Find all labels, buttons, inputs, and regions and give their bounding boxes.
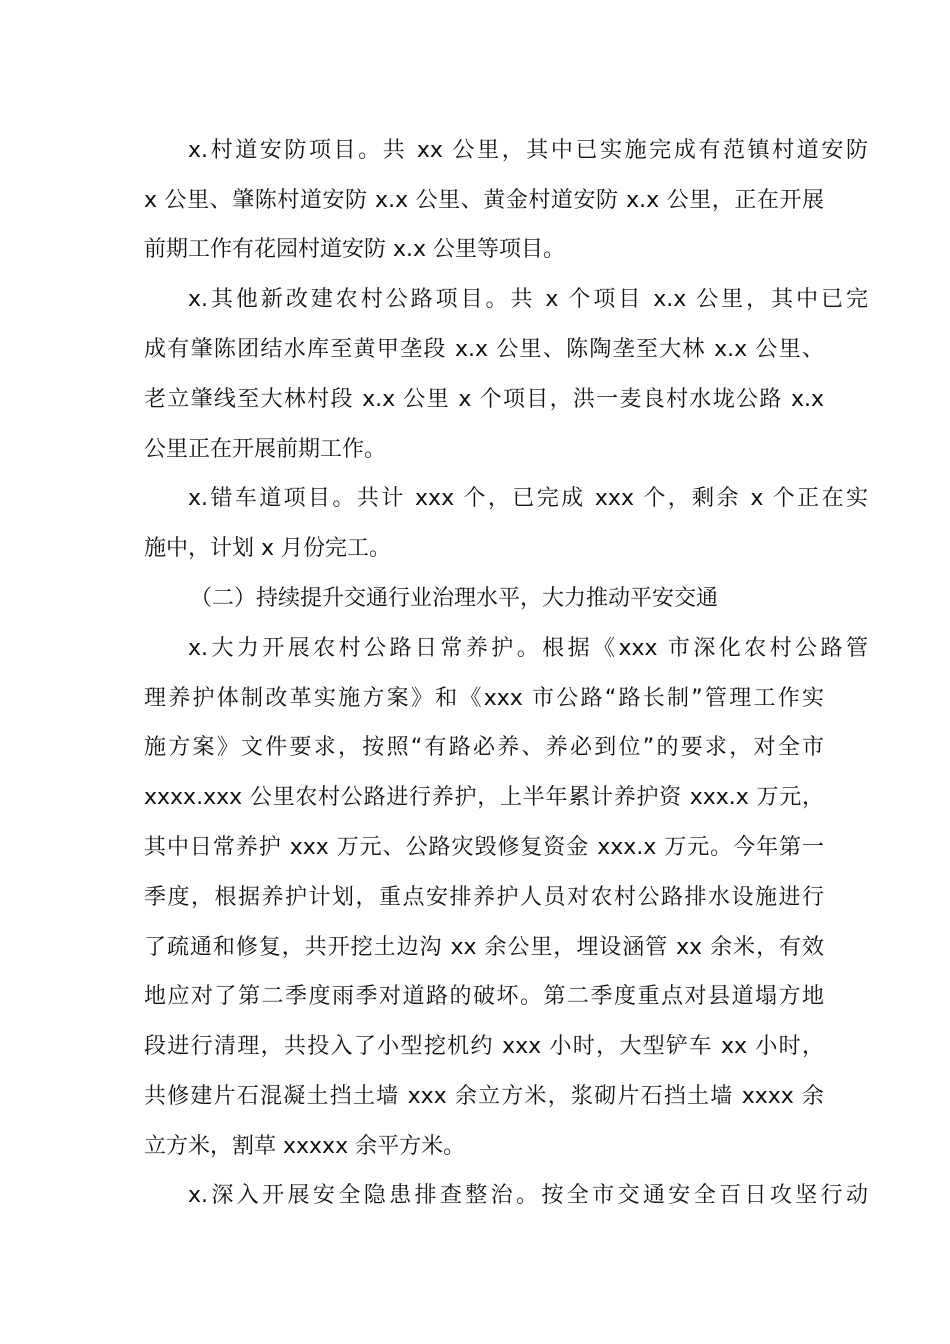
paragraph-rural-road-projects-line-1: x.其他新改建农村公路项目。共 x 个项目 x.x 公里，其中已完 <box>188 287 868 312</box>
paragraph-rural-road-projects-line-4: 公里正在开展前期工作。 <box>144 437 387 462</box>
paragraph-road-maintenance-line-7: 了疏通和修复，共开挖土边沟 xx 余公里，埋设涵管 xx 余米，有效 <box>144 935 824 960</box>
paragraph-road-maintenance-line-2: 理养护体制改革实施方案》和《xxx 市公路“路长制”管理工作实 <box>144 686 824 711</box>
paragraph-safety-inspection-line-1: x.深入开展安全隐患排查整治。按全市交通安全百日攻坚行动 <box>188 1183 868 1208</box>
paragraph-road-maintenance-line-5: 其中日常养护 xxx 万元、公路灾毁修复资金 xxx.x 万元。今年第一 <box>144 835 824 860</box>
paragraph-road-maintenance-line-6: 季度，根据养护计划，重点安排养护人员对农村公路排水设施进行 <box>144 885 824 910</box>
paragraph-road-maintenance-line-3: 施方案》文件要求，按照“有路必养、养必到位”的要求，对全市 <box>144 735 824 760</box>
paragraph-road-maintenance-line-9: 段进行清理，共投入了小型挖机约 xxx 小时，大型铲车 xx 小时， <box>144 1034 824 1059</box>
paragraph-passing-bay-line-1: x.错车道项目。共计 xxx 个，已完成 xxx 个，剩余 x 个正在实 <box>188 486 868 511</box>
paragraph-village-road-safety-line-2: x 公里、肇陈村道安防 x.x 公里、黄金村道安防 x.x 公里，正在开展 <box>144 188 824 213</box>
paragraph-rural-road-projects-line-2: 成有肇陈团结水库至黄甲垄段 x.x 公里、陈陶垄至大林 x.x 公里、 <box>144 337 824 362</box>
paragraph-village-road-safety-line-3: 前期工作有花园村道安防 x.x 公里等项目。 <box>144 237 566 262</box>
paragraph-road-maintenance-line-4: xxxx.xxx 公里农村公路进行养护，上半年累计养护资 xxx.x 万元， <box>144 785 824 810</box>
paragraph-road-maintenance-line-1: x.大力开展农村公路日常养护。根据《xxx 市深化农村公路管 <box>188 636 868 661</box>
paragraph-road-maintenance-line-10: 共修建片石混凝土挡土墙 xxx 余立方米，浆砌片石挡土墙 xxxx 余 <box>144 1084 824 1109</box>
paragraph-village-road-safety-line-1: x.村道安防项目。共 xx 公里，其中已实施完成有范镇村道安防 <box>188 138 868 163</box>
section-heading-2: （二）持续提升交通行业治理水平，大力推动平安交通 <box>190 586 719 611</box>
paragraph-passing-bay-line-2: 施中，计划 x 月份完工。 <box>144 536 392 561</box>
paragraph-rural-road-projects-line-3: 老立肇线至大林村段 x.x 公里 x 个项目，洪一麦良村水垅公路 x.x <box>144 387 824 412</box>
paragraph-road-maintenance-line-11: 立方米，割草 xxxxx 余平方米。 <box>144 1134 466 1159</box>
paragraph-road-maintenance-line-8: 地应对了第二季度雨季对道路的破坏。第二季度重点对县道塌方地 <box>144 984 824 1009</box>
